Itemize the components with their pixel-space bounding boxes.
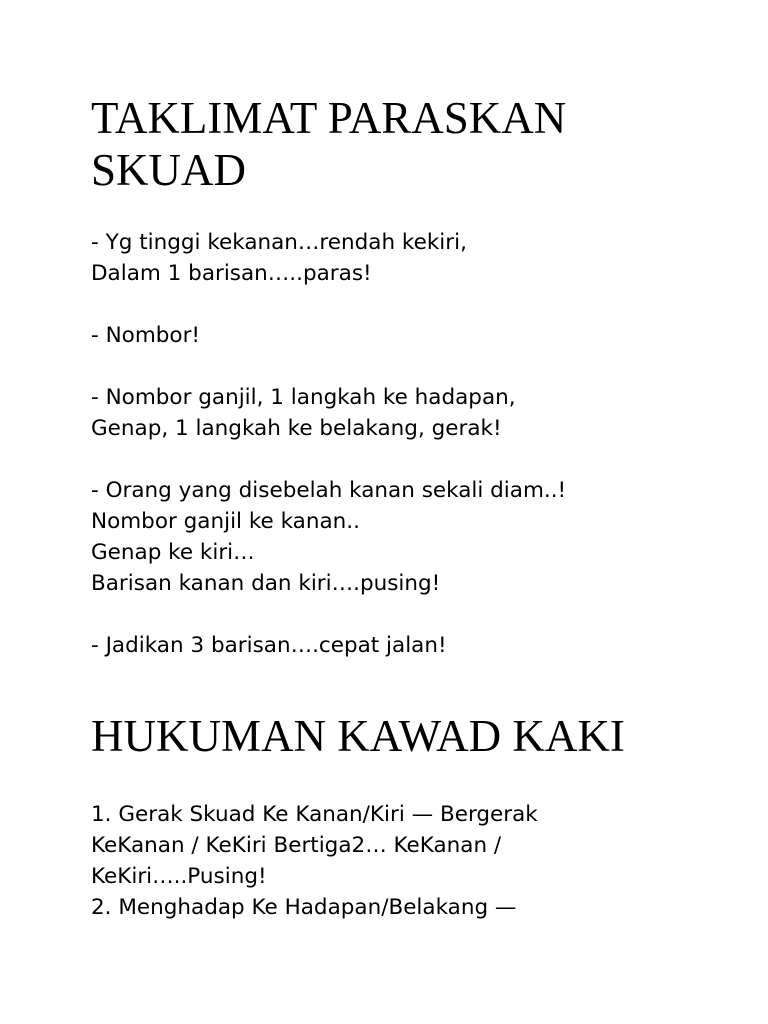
text-line: Dalam 1 barisan…..paras! [91,261,372,286]
paragraph [91,320,731,351]
paragraph [91,475,731,599]
text-line: - Yg tinggi kekanan…rendah kekiri, [91,230,467,255]
text-line: 1. Gerak Skuad Ke Kanan/Kiri — Bergerak [91,802,538,827]
text-line: Genap, 1 langkah ke belakang, gerak! [91,416,502,441]
paragraph [91,630,731,661]
text-line: Barisan kanan dan kiri….pusing! [91,571,441,596]
text-line: KeKiri…..Pusing! [91,864,267,889]
title-line: TAKLIMAT PARASKAN [91,93,567,143]
paragraph [91,227,731,289]
document-page [91,92,731,923]
section-title-taklimat [91,92,731,196]
text-line: - Orang yang disebelah kanan sekali diam..! [91,478,567,503]
text-line: KeKanan / KeKiri Bertiga2… KeKanan / [91,833,502,858]
paragraph [91,382,731,444]
text-line: - Jadikan 3 barisan….cepat jalan! [91,633,447,658]
section-body-hukuman [91,799,731,923]
text-line: - Nombor ganjil, 1 langkah ke hadapan, [91,385,516,410]
text-line: - Nombor! [91,323,201,348]
section-body-taklimat [91,227,731,661]
text-line: 2. Menghadap Ke Hadapan/Belakang — [91,895,517,920]
text-line: Genap ke kiri… [91,540,255,565]
section-title-hukuman [91,710,731,762]
title-line: SKUAD [91,145,247,195]
text-line: Nombor ganjil ke kanan.. [91,509,360,534]
title-line: HUKUMAN KAWAD KAKI [91,711,625,761]
